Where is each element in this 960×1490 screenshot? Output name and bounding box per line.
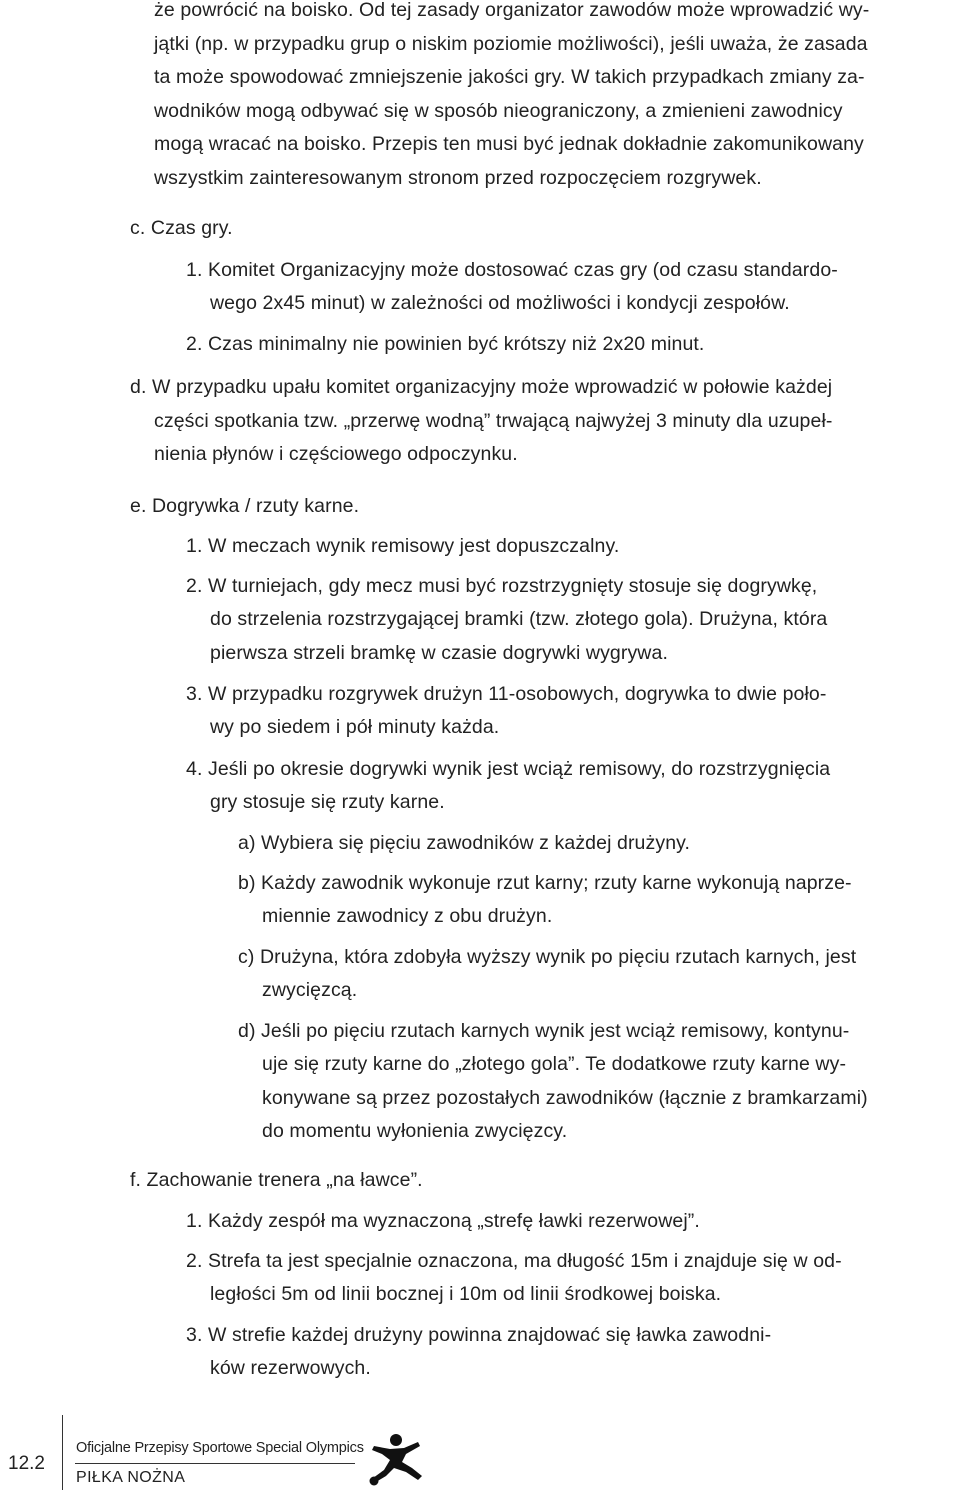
text-line: zwycięzcą. <box>262 979 358 1001</box>
section-heading: d. W przypadku upału komitet organizacyjny może wprowadzić w połowie każdej <box>130 376 833 398</box>
text-line: konywane są przez pozostałych zawodników (łącznie z bramkarzami) <box>262 1087 868 1109</box>
list-item: 2. Strefa ta jest specjalnie oznaczona, ma długość 15m i znajduje się w od- <box>186 1250 842 1272</box>
list-item: b) Każdy zawodnik wykonuje rzut karny; rzuty karne wykonują naprze- <box>238 872 852 894</box>
text-line: wego 2x45 minut) w zależności od możliwości i kondycji zespołów. <box>210 292 790 314</box>
section-heading: e. Dogrywka / rzuty karne. <box>130 495 360 517</box>
text-line: do strzelenia rozstrzygającej bramki (tzw. złotego gola). Drużyna, która <box>210 608 828 630</box>
text-line: ległości 5m od linii bocznej i 10m od linii środkowej boiska. <box>210 1283 722 1305</box>
section-heading: f. Zachowanie trenera „na ławce”. <box>130 1169 423 1191</box>
list-item: 3. W przypadku rozgrywek drużyn 11-osobowych, dogrywka to dwie poło- <box>186 683 827 705</box>
text-line: ta może spowodować zmniejszenie jakości gry. W takich przypadkach zmiany za- <box>154 66 865 88</box>
text-line: nienia płynów i częściowego odpoczynku. <box>154 443 518 465</box>
text-line: mogą wracać na boisko. Przepis ten musi być jednak dokładnie zakomunikowany <box>154 133 864 155</box>
text-line: wszystkim zainteresowanym stronom przed rozpoczęciem rozgrywek. <box>154 167 762 189</box>
list-item: a) Wybiera się pięciu zawodników z każdej drużyny. <box>238 832 691 854</box>
list-item: 2. Czas minimalny nie powinien być krótszy niż 2x20 minut. <box>186 333 705 355</box>
footer-sport-name: PIŁKA NOŻNA <box>76 1469 186 1486</box>
text-line: wy po siedem i pół minuty każda. <box>210 716 500 738</box>
list-item: 2. W turniejach, gdy mecz musi być rozstrzygnięty stosuje się dogrywkę, <box>186 575 818 597</box>
text-line: gry stosuje się rzuty karne. <box>210 791 445 813</box>
list-item: 3. W strefie każdej drużyny powinna znajdować się ławka zawodni- <box>186 1324 772 1346</box>
text-line: wodników mogą odbywać się w sposób nieograniczony, a zmienieni zawodnicy <box>154 100 843 122</box>
list-item: d) Jeśli po pięciu rzutach karnych wynik jest wciąż remisowy, kontynu- <box>238 1020 850 1042</box>
text-line: jątki (np. w przypadku grup o niskim poziomie możliwości), jeśli uważa, że zasada <box>154 33 868 55</box>
footer-series-title: Oficjalne Przepisy Sportowe Special Olympics <box>76 1440 364 1456</box>
page-number: 12.2 <box>8 1453 45 1474</box>
list-item: c) Drużyna, która zdobyła wyższy wynik po pięciu rzutach karnych, jest <box>238 946 857 968</box>
text-line: miennie zawodnicy z obu drużyn. <box>262 905 553 927</box>
text-line: uje się rzuty karne do „złotego gola”. Te dodatkowe rzuty karne wy- <box>262 1053 847 1075</box>
list-item: 1. Komitet Organizacyjny może dostosować czas gry (od czasu standardo- <box>186 259 838 281</box>
list-item: 1. Każdy zespół ma wyznaczoną „strefę ławki rezerwowej”. <box>186 1210 700 1232</box>
section-heading: c. Czas gry. <box>130 217 233 239</box>
text-line: że powrócić na boisko. Od tej zasady organizator zawodów może wprowadzić wy- <box>154 0 870 21</box>
text-line: do momentu wyłonienia zwycięzcy. <box>262 1120 568 1142</box>
text-line: ków rezerwowych. <box>210 1357 371 1379</box>
list-item: 4. Jeśli po okresie dogrywki wynik jest wciąż remisowy, do rozstrzygnięcia <box>186 758 831 780</box>
text-line: części spotkania tzw. „przerwę wodną” trwającą najwyżej 3 minuty dla uzupeł- <box>154 410 833 432</box>
footer-underline <box>75 1463 355 1464</box>
footer-divider <box>62 1415 63 1490</box>
text-line: pierwsza strzeli bramkę w czasie dogrywki wygrywa. <box>210 642 668 664</box>
list-item: 1. W meczach wynik remisowy jest dopuszczalny. <box>186 535 620 557</box>
football-player-icon <box>360 1432 436 1488</box>
